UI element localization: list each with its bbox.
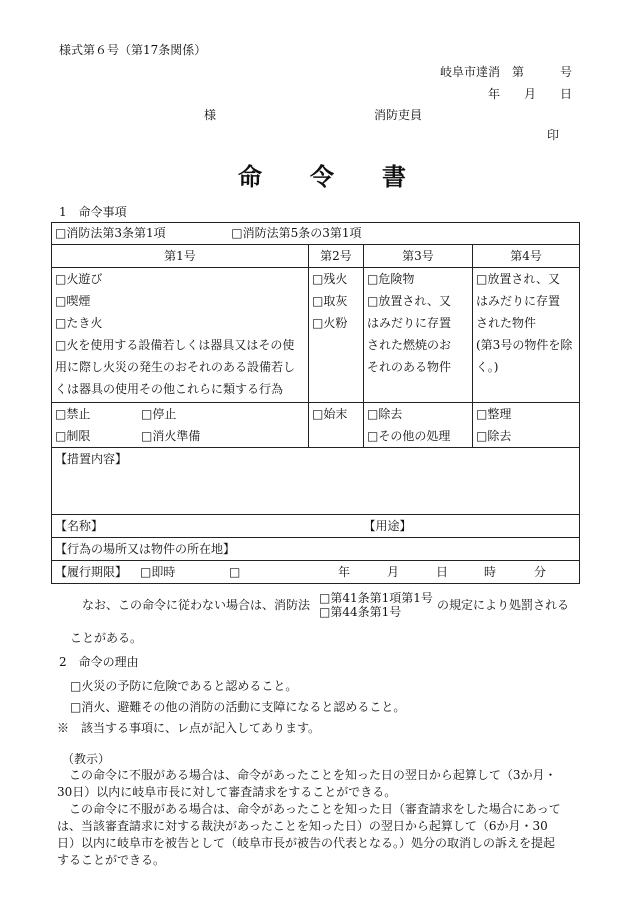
instruction-paragraph-1 [57,767,579,801]
name-usage-row [52,515,580,538]
item-ash[interactable]: □取灰 [312,294,348,308]
item-sparks[interactable]: □火粉 [312,316,348,330]
instruction-heading: （教示） [62,752,111,766]
item-objects-cont3: (第3号の物件を除 [476,338,573,352]
deadline-day: 日 [436,565,449,579]
form-number: 様式第６号（第17条関係） [59,43,207,57]
penalty-text-cont: ことがある。 [70,631,143,645]
item-bonfire[interactable]: □たき火 [55,316,103,330]
instruction-p2-line3: 日）以内に岐阜市を被告として（岐阜市長が被告の代表となる。）処分の取消しの訴えを提起 [57,836,556,850]
usage-field[interactable] [364,515,580,538]
item-fire-equipment[interactable]: □火を使用する設備若しくは器具又はその使 [55,338,295,352]
item-flammable-left[interactable]: □放置され、又 [367,294,452,308]
recipient-suffix: 様 [204,108,217,122]
reason-firefighting-obstruction[interactable]: □消火、避難その他の消防の活動に支障になると認めること。 [70,700,406,714]
deadline-month: 月 [387,565,400,579]
item-fire-play[interactable]: □火遊び [55,272,103,286]
page-title: 命 令 書 [238,163,406,191]
column-header-1: 第1号 [52,245,309,268]
officer-label: 消防吏員 [374,108,423,122]
item-fire-equipment-cont2: くは器具の使用その他これらに類する行為 [55,382,284,396]
instruction-p2-line4: することができる。 [57,853,166,867]
item-flammable-cont1: はみだりに存置 [367,316,452,330]
action-other[interactable]: □その他の処理 [367,429,451,443]
deadline-date-checkbox[interactable]: □ [229,565,241,579]
name-label: 【名称】 [55,519,104,533]
deadline-hour: 時 [484,565,497,579]
issue-date: 年 月 日 [488,87,573,101]
location-row [52,538,580,561]
item-flammable-cont2: された燃焼のお [367,338,452,352]
item-flammable-cont3: それのある物件 [367,360,452,374]
measures-field[interactable] [52,448,580,515]
instruction-p2-line2: は、当該審査請求に対する裁決があったことを知った日）の翌日から起算して（6か月・30 [57,819,548,833]
column-header-2: 第2号 [309,245,364,268]
penalty-option-44[interactable]: □第44条第1号 [319,605,402,619]
actions-row [52,403,580,448]
law-options-row [52,223,580,245]
checkmark-note: ※ 該当する事項に、レ点が記入してあります。 [57,721,321,735]
item-objects-left[interactable]: □放置され、又 [476,272,561,286]
penalty-text-before: なお、この命令に従わない場合は、消防法 [82,598,311,612]
action-restrict[interactable]: □制限 [55,429,91,443]
instruction-paragraph-2 [57,801,579,869]
action-stop[interactable]: □停止 [141,407,177,421]
item-hazardous[interactable]: □危険物 [367,272,415,286]
item-embers[interactable]: □残火 [312,272,348,286]
section2-heading: 2 命令の理由 [59,655,139,669]
action-remove[interactable]: □除去 [367,407,403,421]
location-field[interactable] [52,538,580,561]
seal-mark: 印 [547,128,560,142]
law-option-3-1[interactable]: □消防法第3条第1項 [55,226,166,240]
law-option-5-3-1[interactable]: □消防法第5条の3第1項 [231,226,362,240]
column-headers-row [52,245,580,268]
deadline-immediate[interactable]: □即時 [140,565,176,579]
usage-label: 【用途】 [363,519,412,533]
instruction-p1-line1: この命令に不服がある場合は、命令があったことを知った日の翌日から起算して（3か月・ [69,768,557,782]
section1-heading: 1 命令事項 [59,205,127,219]
order-table [51,222,580,584]
action-remove-4[interactable]: □除去 [476,429,512,443]
deadline-year: 年 [338,565,351,579]
reason-fire-prevention[interactable]: □火災の予防に危険であると認めること。 [70,679,298,693]
action-arrange[interactable]: □整理 [476,407,512,421]
item-smoking[interactable]: □喫煙 [55,294,91,308]
action-extinguish-prep[interactable]: □消火準備 [141,429,201,443]
location-label: 【行為の場所又は物件の所在地】 [55,542,236,556]
deadline-label: 【履行期限】 [55,565,128,579]
penalty-law-options [319,591,433,619]
action-dispose[interactable]: □始末 [312,407,348,421]
item-fire-equipment-cont1: 用に際し火災の発生のおそれのある設備若し [55,360,296,374]
item-objects-cont2: された物件 [476,316,537,330]
penalty-option-41[interactable]: □第41条第1項第1号 [319,591,433,605]
measures-row [52,448,580,515]
measures-label: 【措置内容】 [55,452,128,466]
issuer-code: 岐阜市達消 第 号 [440,65,573,79]
column-header-3: 第3号 [364,245,473,268]
item-objects-cont4: く。) [476,360,499,374]
instruction-p2-line1: この命令に不服がある場合は、命令があったことを知った日（審査請求をした場合にあって [69,802,561,816]
deadline-row [52,561,580,584]
item-objects-cont1: はみだりに存置 [476,294,561,308]
penalty-text-after: の規定により処罰される [437,598,570,612]
deadline-minute: 分 [534,565,547,579]
name-field[interactable] [52,515,364,538]
instruction-p1-line2: 30日）以内に岐阜市長に対して審査請求をすることができる。 [57,785,397,799]
column-header-4: 第4号 [473,245,580,268]
items-row [52,268,580,403]
action-prohibit[interactable]: □禁止 [55,407,91,421]
